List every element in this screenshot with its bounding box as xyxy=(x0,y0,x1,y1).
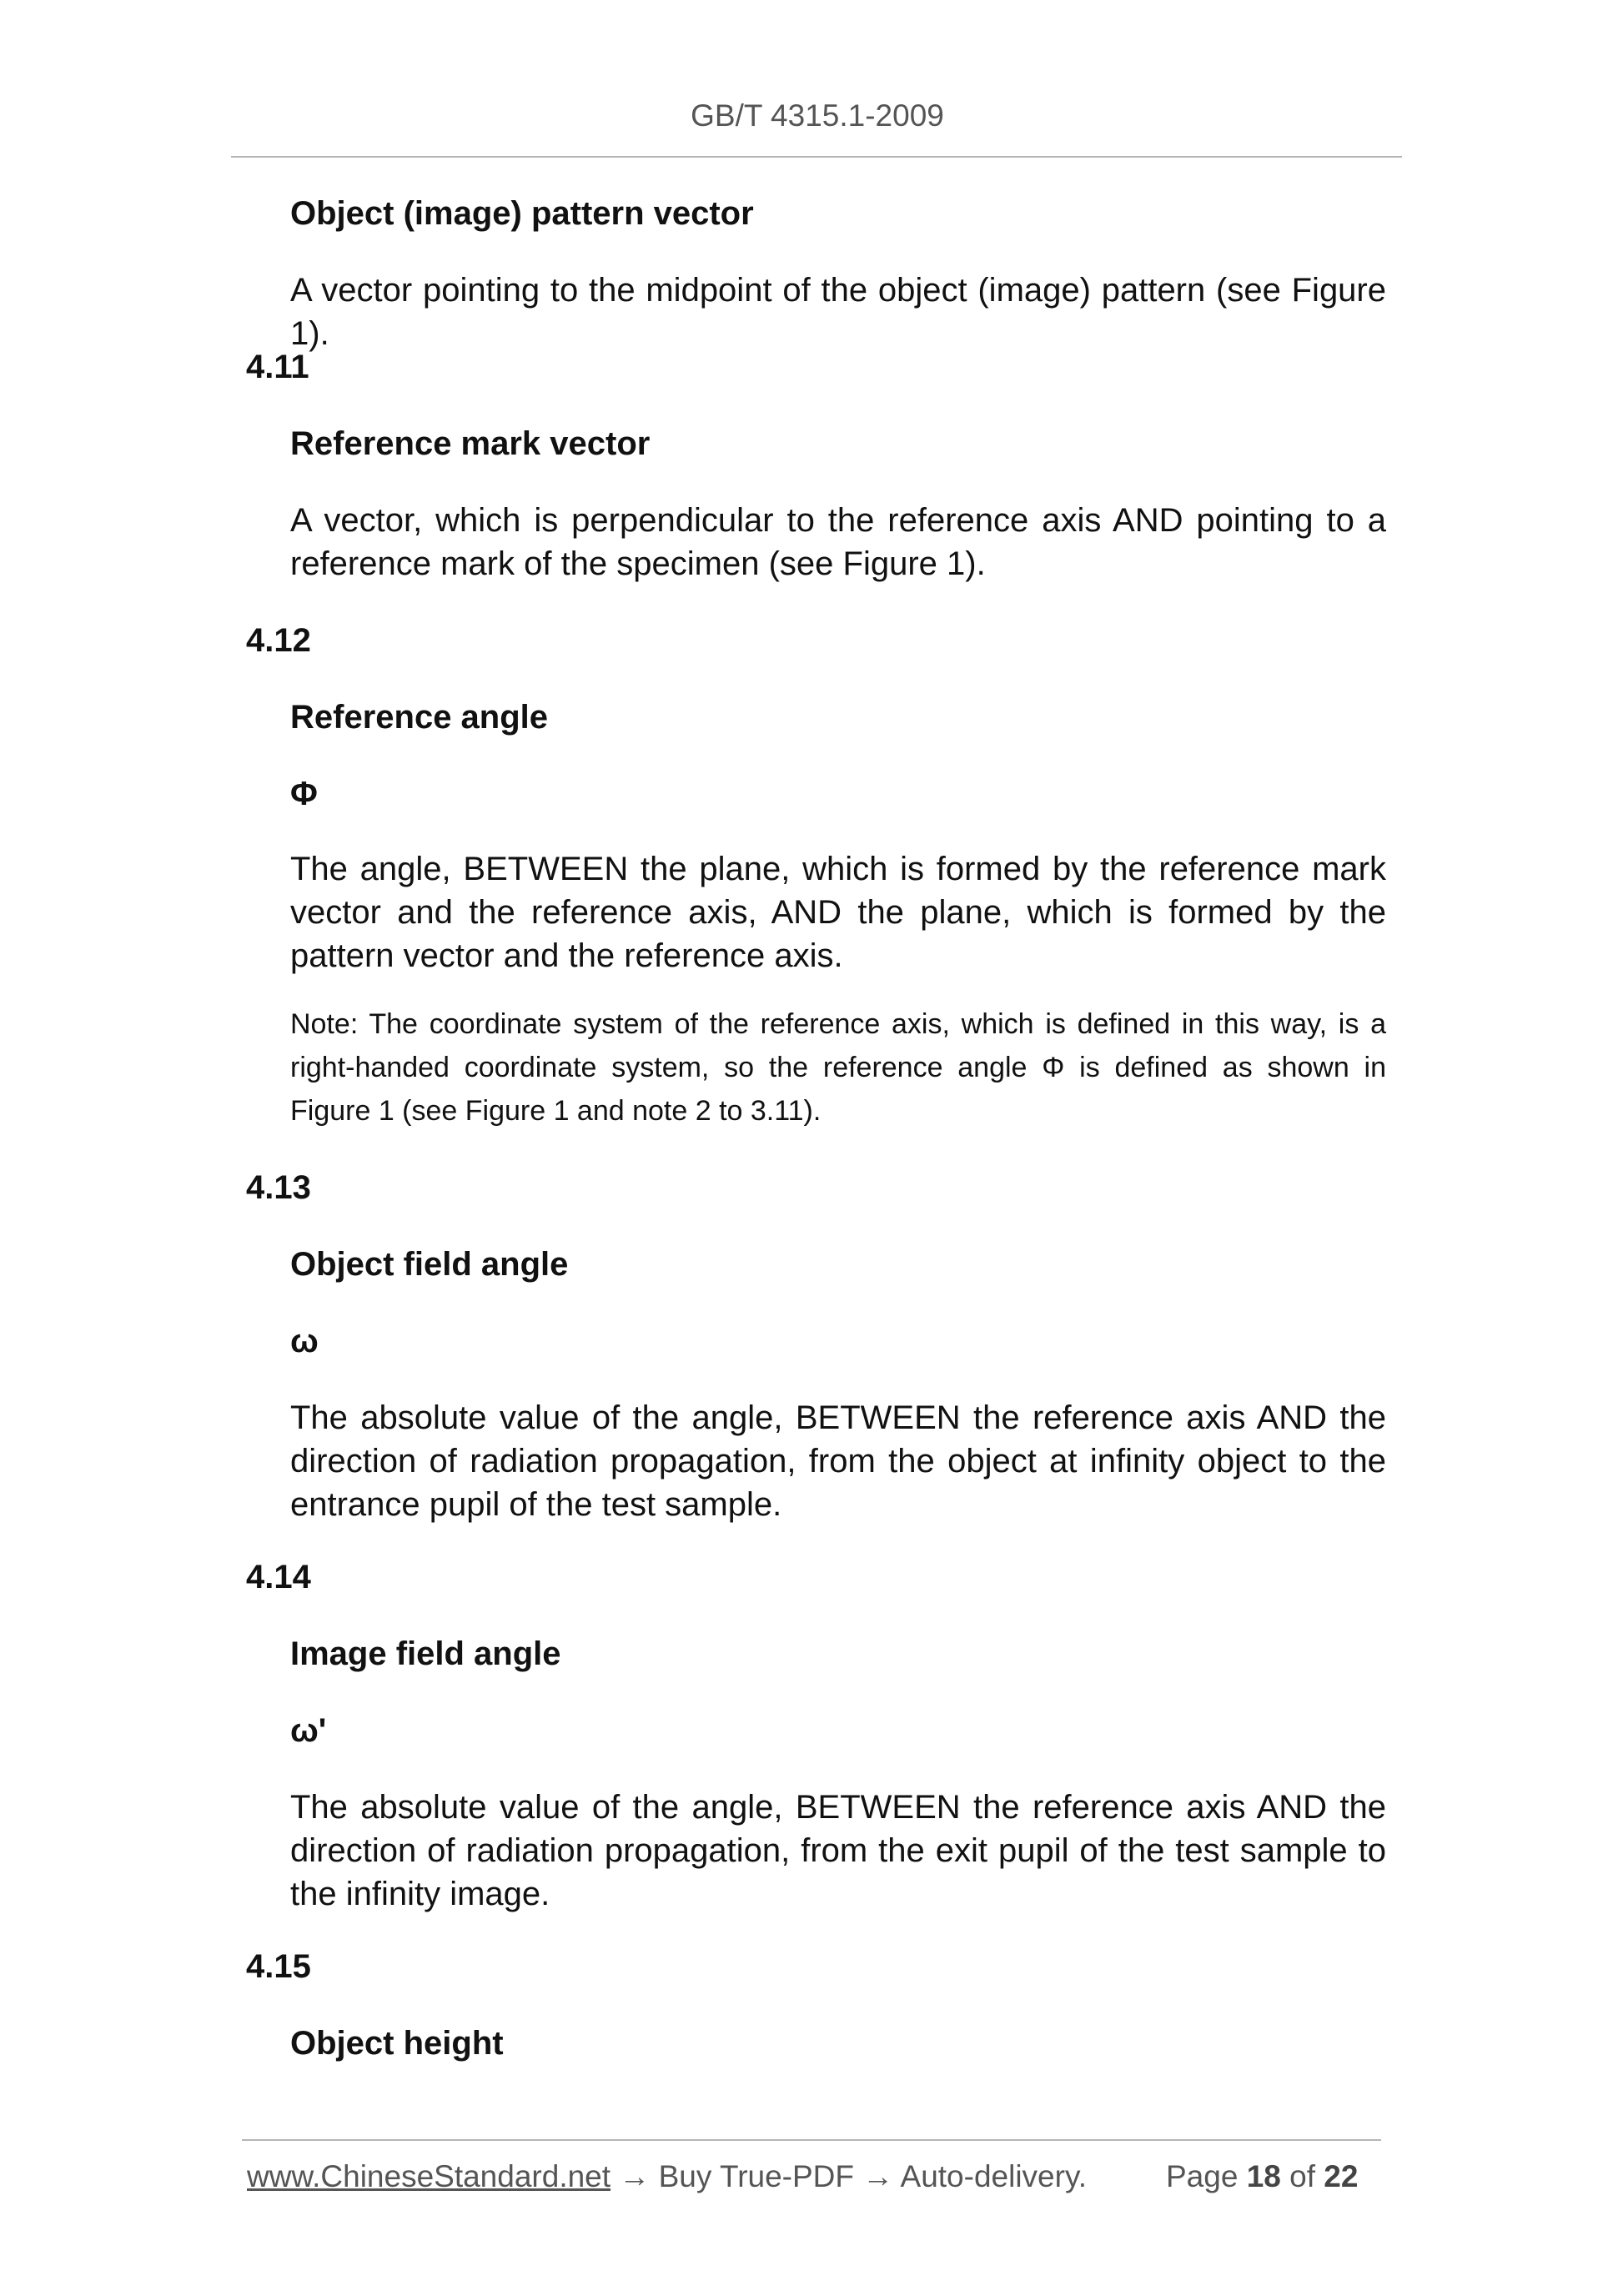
header-title: GB/T 4315.1-2009 xyxy=(691,98,944,133)
definition-reference-angle: The angle, BETWEEN the plane, which is formed by the reference mark vector and the reference axis, AND the plane, which is formed by the pattern vector and the reference axis. xyxy=(290,851,1386,974)
page-total: 22 xyxy=(1324,2159,1359,2193)
footer-buy-text: → Buy True-PDF → Auto-delivery. xyxy=(611,2159,1087,2193)
term-object-field-angle: Object field angle xyxy=(290,1246,569,1283)
term-object-height: Object height xyxy=(290,2025,504,2062)
footer-promo xyxy=(247,2159,1087,2194)
term-reference-angle: Reference angle xyxy=(290,699,549,736)
term-reference-mark-vector: Reference mark vector xyxy=(290,425,651,462)
clause-number-4-13: 4.13 xyxy=(246,1169,311,1206)
page-current: 18 xyxy=(1246,2159,1281,2193)
symbol-reference-angle: Φ xyxy=(290,776,318,812)
term-object-image-pattern-vector: Object (image) pattern vector xyxy=(290,195,754,232)
clause-number-4-12: 4.12 xyxy=(246,622,311,659)
clause-number-4-15: 4.15 xyxy=(246,1948,311,1985)
symbol-object-field-angle: ω xyxy=(290,1323,319,1359)
definition-object-field-angle: The absolute value of the angle, BETWEEN the reference axis AND the direction of radiation propagation, from the object at infinity object to the entrance pupil of the test sample. xyxy=(290,1399,1386,1523)
term-image-field-angle: Image field angle xyxy=(290,1635,561,1672)
website-link[interactable]: www.ChineseStandard.net xyxy=(247,2159,611,2193)
clause-number-4-11: 4.11 xyxy=(246,349,309,385)
footer-divider xyxy=(242,2139,1381,2141)
definition-reference-mark-vector: A vector, which is perpendicular to the reference axis AND pointing to a reference mark of the specimen (see Figure 1). xyxy=(290,502,1386,582)
definition-image-field-angle: The absolute value of the angle, BETWEEN the reference axis AND the direction of radiation propagation, from the exit pupil of the test sample to the infinity image. xyxy=(290,1789,1386,1912)
definition-object-image-pattern-vector: A vector pointing to the midpoint of the object (image) pattern (see Figure 1). xyxy=(290,272,1386,352)
page-label: Page xyxy=(1166,2159,1239,2193)
note-reference-angle: Note: The coordinate system of the reference axis, which is defined in this way, is a right-handed coordinate system, so the reference angle Φ is defined as shown in Figure 1 (see Figure 1 and note 2 to 3.11). xyxy=(290,1008,1386,1127)
symbol-image-field-angle: ω' xyxy=(290,1712,327,1749)
page-of-label: of xyxy=(1289,2159,1315,2193)
page-indicator xyxy=(1166,2159,1358,2194)
clause-number-4-14: 4.14 xyxy=(246,1559,311,1595)
